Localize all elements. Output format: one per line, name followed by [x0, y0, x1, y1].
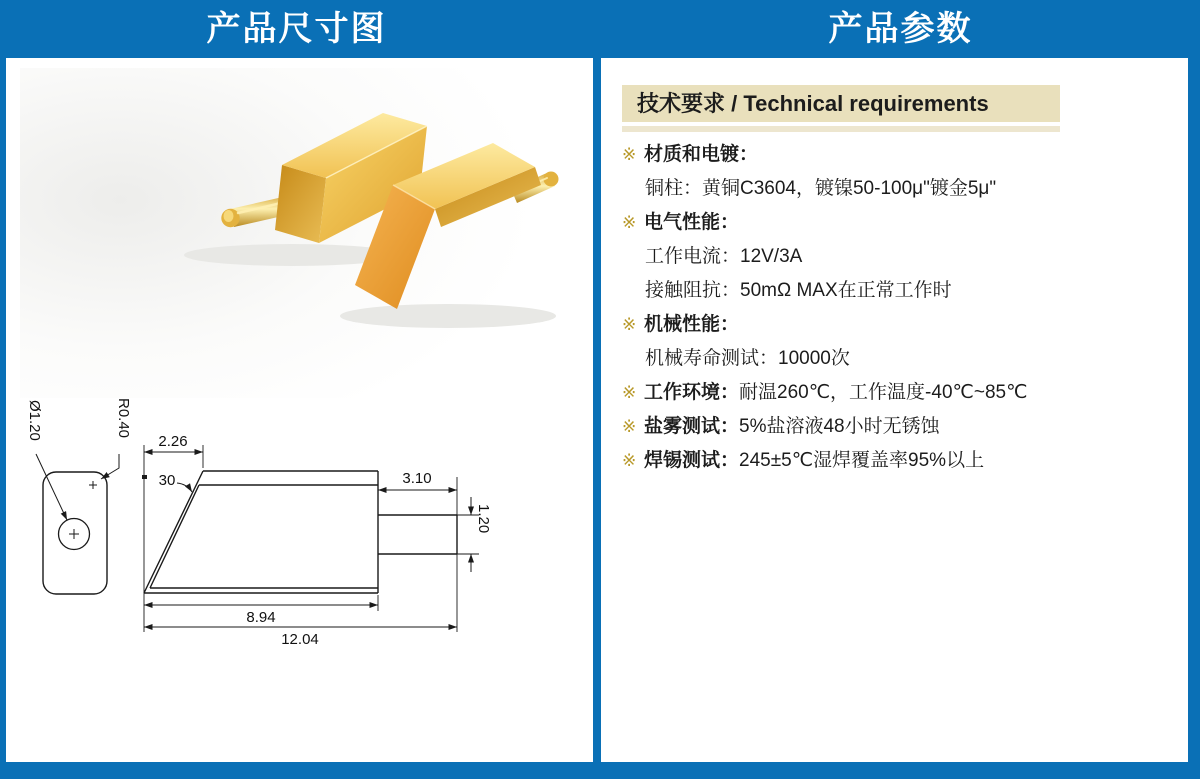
spec-item-soldering [622, 444, 1178, 478]
left-border [0, 58, 6, 762]
spec-item-mechanical [622, 308, 1178, 376]
reference-mark-icon: ※ [622, 145, 637, 164]
dim-angle: 30 [158, 472, 176, 489]
spec-label: 材质和电镀： [644, 144, 759, 165]
right-panel-title: 产品参数 [828, 10, 973, 48]
spec-label: 机械性能： [644, 314, 740, 335]
end-view [36, 454, 119, 594]
shadow-right-piece [340, 304, 556, 328]
spec-value: 5%盐溶液48小时无锈蚀 [739, 416, 940, 437]
panel-divider [593, 58, 601, 762]
spec-detail: 铜柱：黄铜C3604，镀镍50-100μ"镀金5μ" [645, 178, 997, 199]
spec-value: 耐温260℃，工作温度-40℃~85℃ [739, 382, 1028, 403]
dim-total-length: 12.04 [281, 631, 319, 648]
dim-corner-radius: R0.40 [115, 398, 132, 439]
reference-mark-icon: ※ [622, 315, 637, 334]
gold-pins-photo [20, 68, 575, 398]
spec-item-electrical [622, 206, 1178, 308]
spec-label: 电气性能： [644, 212, 740, 233]
reference-mark-icon: ※ [622, 213, 637, 232]
spec-item-environment [622, 376, 1178, 410]
left-panel-title: 产品尺寸图 [206, 10, 387, 48]
product-photo [20, 68, 575, 398]
section-title: 技术要求 / Technical requirements [637, 91, 989, 116]
reference-mark-icon: ※ [622, 451, 637, 470]
parameters-panel [601, 58, 1188, 762]
dimension-labels [26, 398, 492, 648]
spec-item-material [622, 138, 1178, 206]
spec-label: 工作环境： [644, 382, 740, 403]
section-header [622, 85, 1060, 122]
spec-item-salt-spray [622, 410, 1178, 444]
spec-value: 245±5℃湿焊覆盖率95%以上 [739, 450, 985, 471]
spec-label: 焊锡测试： [644, 450, 740, 471]
spec-list [622, 138, 1178, 478]
side-view-outline [144, 471, 457, 593]
dim-body-length: 8.94 [246, 609, 276, 626]
dim-pin-length: 3.10 [402, 470, 432, 487]
dim-hole-dia: Ø1.20 [26, 400, 43, 441]
right-border [1188, 58, 1200, 762]
spec-label: 盐雾测试： [644, 416, 740, 437]
reference-mark-icon: ※ [622, 383, 637, 402]
reference-mark-icon: ※ [622, 417, 637, 436]
spec-detail: 工作电流：12V/3A [645, 246, 803, 267]
spec-detail: 接触阻抗：50mΩ MAX在正常工作时 [645, 280, 952, 301]
section-underline [622, 126, 1060, 132]
bottom-border [0, 762, 1200, 779]
cad-drawing [15, 392, 580, 662]
spec-detail: 机械寿命测试：10000次 [645, 348, 850, 369]
dimension-drawing [15, 392, 580, 662]
dim-pin-dia: 1.20 [475, 504, 492, 534]
dim-top-width: 2.26 [158, 433, 188, 450]
